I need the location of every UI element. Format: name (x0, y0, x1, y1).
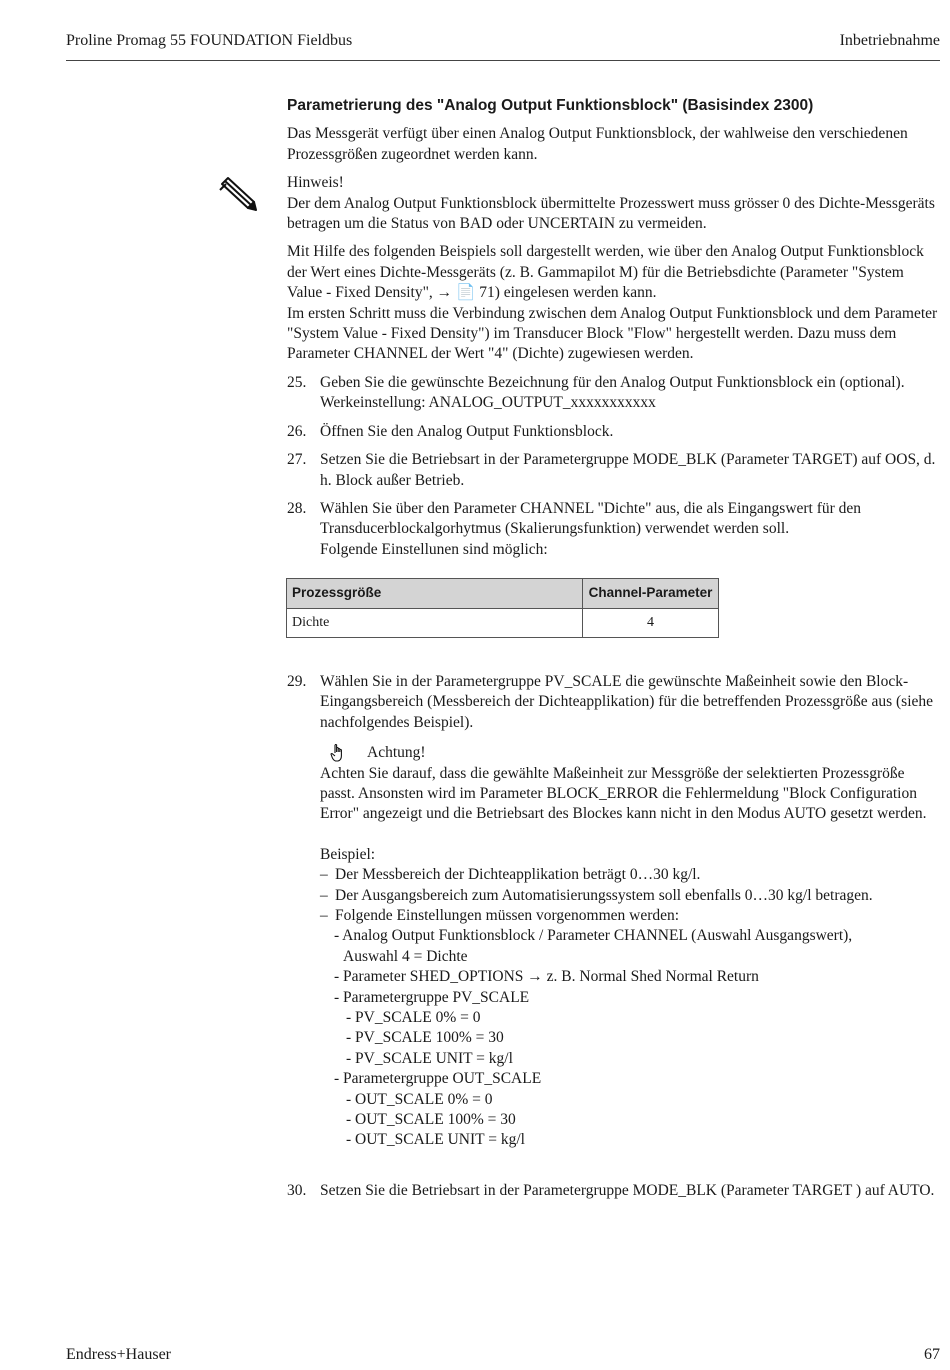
note-block (287, 173, 942, 234)
table-row (287, 608, 719, 637)
step-text: Geben Sie die gewünschte Bezeichnung für den Analog Output Funktionsblock ein (optional). (320, 373, 905, 391)
table-header: Prozessgröße (287, 579, 583, 608)
pv-scale-line: - PV_SCALE 100% = 30 (346, 1029, 504, 1047)
first-step-paragraph: Im ersten Schritt muss die Verbindung zwischen dem Analog Output Funktionsblock und dem Parameter "System Value - Fixed Density") im Transducer Block "Flow" hergestellt werden. Dazu muss dem Parameter CHANNEL der Wert "4" (Dichte) zugewiesen werden. (287, 304, 938, 363)
hand-warning-icon (330, 744, 344, 762)
warning-text: Achten Sie darauf, dass die gewählte Maßeinheit zur Messgröße der selektierten Prozessgröße passt. Ansonsten wird im Parameter BLOCK_ERROR die Fehlermeldung "Block Configuration Error" angezeigt und die Betriebsart des Blockes kann nicht in den Modus AUTO gesetzt werden. (320, 764, 927, 823)
list-item: – Folgende Einstellungen müssen vorgenommen werden: (320, 906, 942, 926)
table-header-row (287, 579, 719, 608)
channel-table (286, 578, 719, 638)
step-28 (287, 499, 942, 560)
table-cell: 4 (583, 608, 719, 637)
pencil-icon (218, 176, 258, 212)
example-bullets (320, 865, 942, 926)
setting-line: - Parameter SHED_OPTIONS → z. B. Normal Shed Normal Return (334, 968, 759, 986)
note-text: Der dem Analog Output Funktionsblock übermittelte Prozesswert muss grösser 0 des Dichte-Messgeräts betragen um die Status von BAD oder UNCERTAIN zu vermeiden. (287, 194, 935, 233)
step-extra: Folgende Einstellunen sind möglich: (320, 540, 548, 558)
table-cell: Dichte (287, 608, 583, 637)
step-text: Setzen Sie die Betriebsart in der Parametergruppe MODE_BLK (Parameter TARGET ) auf AUTO. (320, 1181, 935, 1199)
header-section: Inbetriebnahme (839, 32, 940, 49)
step-29 (287, 672, 942, 1173)
header-title: Proline Promag 55 FOUNDATION Fieldbus (66, 32, 353, 49)
note-title: Hinweis! (287, 174, 344, 192)
setting-line (320, 947, 942, 967)
pv-scale-line: - PV_SCALE UNIT = kg/l (346, 1049, 513, 1067)
step-number: 25. (287, 373, 307, 391)
out-scale-line: - OUT_SCALE 0% = 0 (346, 1090, 493, 1108)
step-number: 27. (287, 451, 307, 469)
step-27 (287, 450, 942, 491)
example-label: Beispiel: (320, 845, 376, 863)
header-rule (66, 60, 940, 61)
setting-line-cont: Auswahl 4 = Dichte (343, 947, 468, 965)
pv-scale-line: - PV_SCALE 0% = 0 (346, 1009, 481, 1027)
out-scale-line: - OUT_SCALE 100% = 30 (346, 1111, 516, 1129)
setting-line: - Parametergruppe OUT_SCALE (334, 1070, 542, 1088)
footer-company: Endress+Hauser (66, 1346, 171, 1363)
setting-line: - Analog Output Funktionsblock / Parameter CHANNEL (Auswahl Ausgangswert), (334, 927, 853, 945)
step-text: Wählen Sie in der Parametergruppe PV_SCALE die gewünschte Maßeinheit sowie den Block-Eingangsbereich (Messbereich der Dichteapplikation) für die betreffenden Prozessgröße aus (siehe nachfolgendes Beispiel). (320, 672, 934, 731)
step-text: Setzen Sie die Betriebsart in der Parametergruppe MODE_BLK (Parameter TARGET) auf OOS, d. h. Block außer Betrieb. (320, 451, 936, 489)
step-text: Öffnen Sie den Analog Output Funktionsblock. (320, 422, 614, 440)
step-number: 26. (287, 422, 307, 440)
step-number: 30. (287, 1181, 307, 1199)
steps-list (287, 373, 942, 560)
example-paragraph: Mit Hilfe des folgenden Beispiels soll dargestellt werden, wie über den Analog Output Funktionsblock der Wert eines Dichte-Messgeräts (z. B. Gammapilot M) für die Betriebsdichte (Parameter "System Value - Fixed Density", → 📄 71) eingelesen werden kann. (287, 243, 924, 302)
steps-list-continued (287, 672, 942, 1201)
table-header: Channel-Parameter (583, 579, 719, 608)
step-text: Wählen Sie über den Parameter CHANNEL "Dichte" aus, die als Eingangswert für den Transducerblockalgorhytmus (Skalierungsfunktion) verwendet werden soll. (320, 499, 862, 538)
warning-heading (320, 743, 942, 763)
setting-line: - Parametergruppe PV_SCALE (334, 988, 530, 1006)
out-scale-line: - OUT_SCALE UNIT = kg/l (346, 1131, 525, 1149)
page-number: 67 (924, 1346, 940, 1363)
main-content (287, 96, 942, 1209)
list-item: – Der Ausgangsbereich zum Automatisierungssystem soll ebenfalls 0…30 kg/l betragen. (320, 886, 942, 906)
step-extra: Werkeinstellung: ANALOG_OUTPUT_xxxxxxxxxxx (320, 394, 656, 412)
step-25 (287, 373, 942, 414)
section-title: Parametrierung des "Analog Output Funktionsblock" (Basisindex 2300) (287, 97, 814, 114)
list-item: – Der Messbereich der Dichteapplikation beträgt 0…30 kg/l. (320, 865, 942, 885)
warning-title: Achtung! (367, 744, 426, 762)
step-26 (287, 422, 942, 442)
step-number: 28. (287, 499, 307, 517)
step-30 (287, 1181, 942, 1201)
step-number: 29. (287, 672, 307, 690)
intro-paragraph: Das Messgerät verfügt über einen Analog Output Funktionsblock, der wahlweise den verschiedenen Prozessgrößen zugeordnet werden kann. (287, 125, 908, 163)
